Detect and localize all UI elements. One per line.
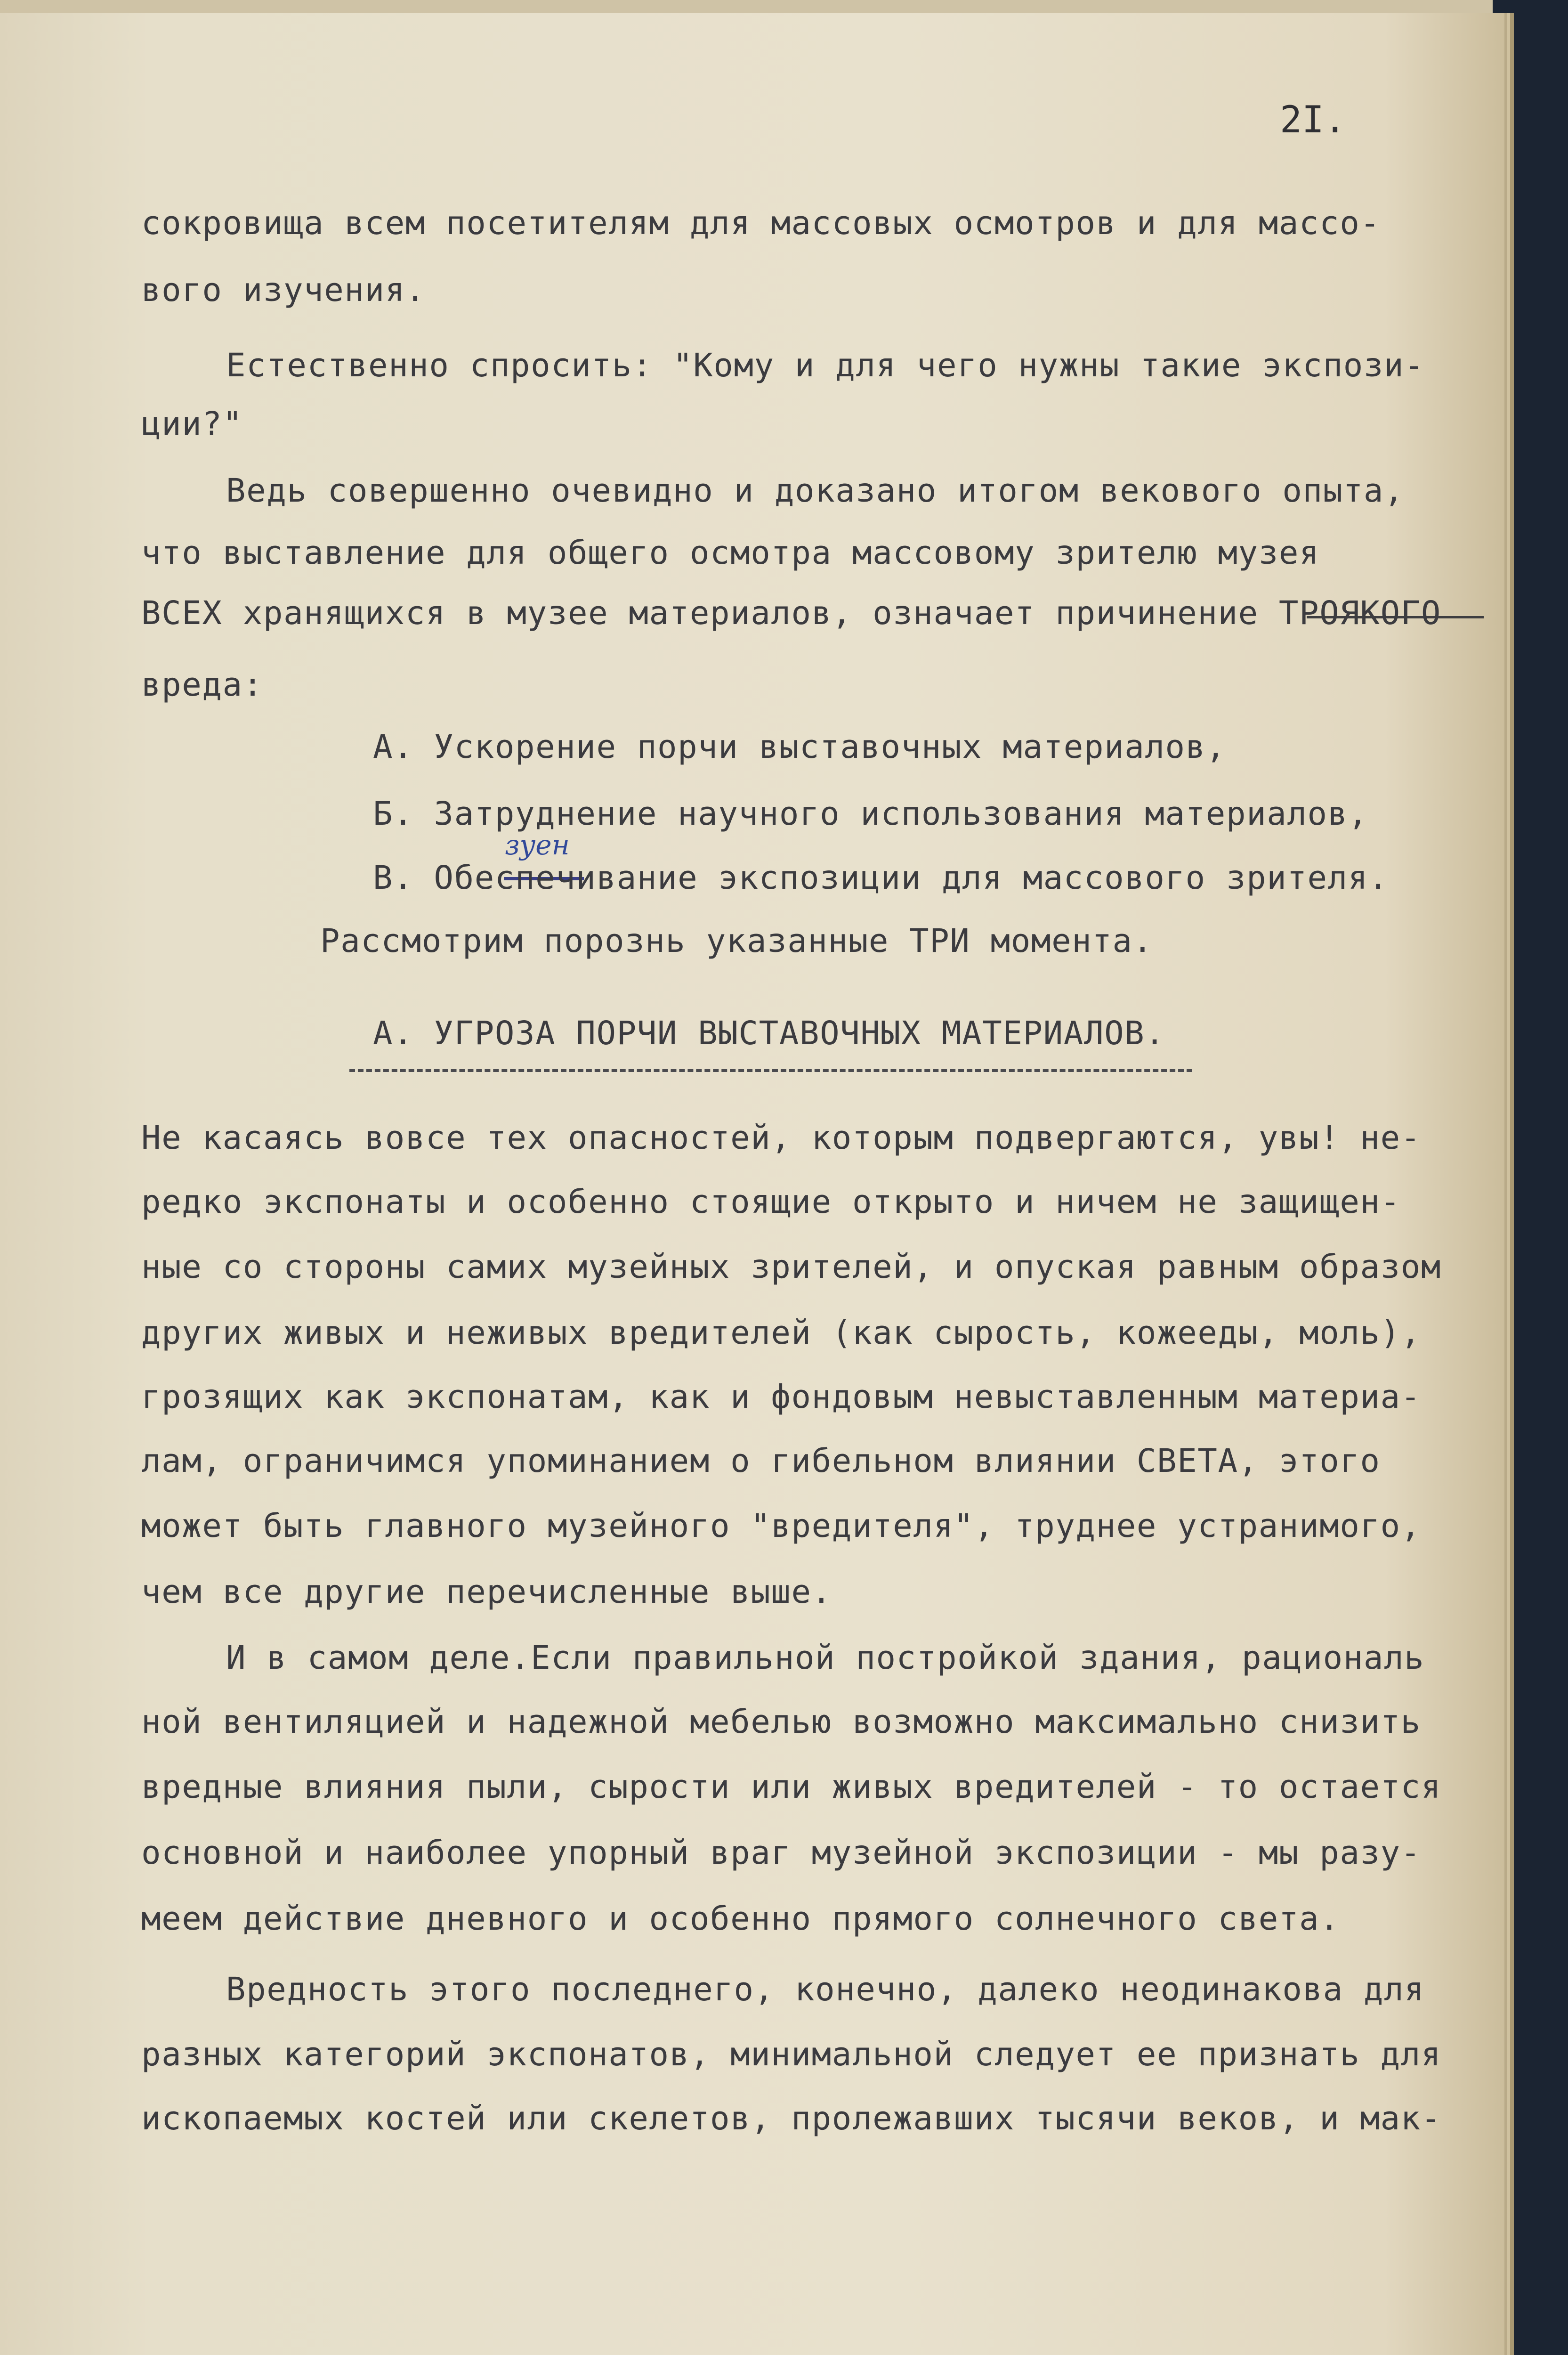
text-line: чем все другие перечисленные выше.: [141, 1573, 832, 1611]
text-line: вреда:: [141, 666, 263, 704]
text-line: меем действие дневного и особенно прямого солнечного света.: [141, 1900, 1340, 1938]
text-line: Ведь совершенно очевидно и доказано итогом векового опыта,: [226, 472, 1405, 510]
text-line: разных категорий экспонатов, минимальной следует ее признать для: [141, 2036, 1442, 2073]
text-line: ции?": [141, 405, 243, 443]
section-heading: А. УГРОЗА ПОРЧИ ВЫСТАВОЧНЫХ МАТЕРИАЛОВ.: [373, 1015, 1165, 1052]
handwritten-correction: зуен: [505, 829, 570, 861]
text-line: ВСЕХ хранящихся в музее материалов, означает причинение ТРОЯКОГО: [141, 594, 1442, 632]
text-line: Естественно спросить: "Кому и для чего нужны такие экспози-: [226, 347, 1425, 384]
page-edge-top: [0, 0, 1493, 14]
text-line: ной вентиляцией и надежной мебелью возможно максимально снизить: [141, 1703, 1421, 1741]
list-item: В. Обеспечивание экспозиции для массового зрителя.: [373, 859, 1389, 897]
text-line: редко экспонаты и особенно стоящие открыто и ничем не защищен-: [141, 1183, 1401, 1221]
text-line: может быть главного музейного "вредителя", труднее устранимого,: [141, 1507, 1421, 1545]
text-line: лам, ограничимся упоминанием о гибельном влиянии СВЕТА, этого: [141, 1442, 1381, 1480]
text-line: что выставление для общего осмотра массовому зрителю музея: [141, 534, 1320, 572]
list-item: Б. Затруднение научного использования материалов,: [373, 795, 1368, 833]
text-line: Рассмотрим порознь указанные ТРИ момента.: [320, 922, 1153, 960]
text-line: ные со стороны самих музейных зрителей, и опуская равным образом: [141, 1248, 1442, 1286]
list-item: А. Ускорение порчи выставочных материалов,: [373, 728, 1226, 766]
text-line: вредные влияния пыли, сырости или живых вредителей - то остается: [141, 1768, 1442, 1806]
text-line: основной и наиболее упорный враг музейной экспозиции - мы разу-: [141, 1834, 1421, 1872]
text-line: Не касаясь вовсе тех опасностей, которым подвергаются, увы! не-: [141, 1119, 1421, 1157]
page-number: 2I.: [1280, 99, 1346, 141]
text-line: Вредность этого последнего, конечно, далеко неодинакова для: [226, 1971, 1425, 2008]
underline-troyakogo: [1307, 616, 1484, 618]
text-line: грозящих как экспонатам, как и фондовым невыставленным материа-: [141, 1378, 1421, 1416]
text-line: вого изучения.: [141, 271, 426, 309]
text-line: ископаемых костей или скелетов, пролежавших тысячи веков, и мак-: [141, 2100, 1442, 2137]
text-line: И в самом деле.Если правильной постройкой здания, рациональ: [226, 1639, 1425, 1677]
text-line: сокровища всем посетителям для массовых осмотров и для массо-: [141, 204, 1381, 242]
heading-underline: [349, 1069, 1192, 1072]
text-line: других живых и неживых вредителей (как сырость, кожееды, моль),: [141, 1314, 1421, 1352]
